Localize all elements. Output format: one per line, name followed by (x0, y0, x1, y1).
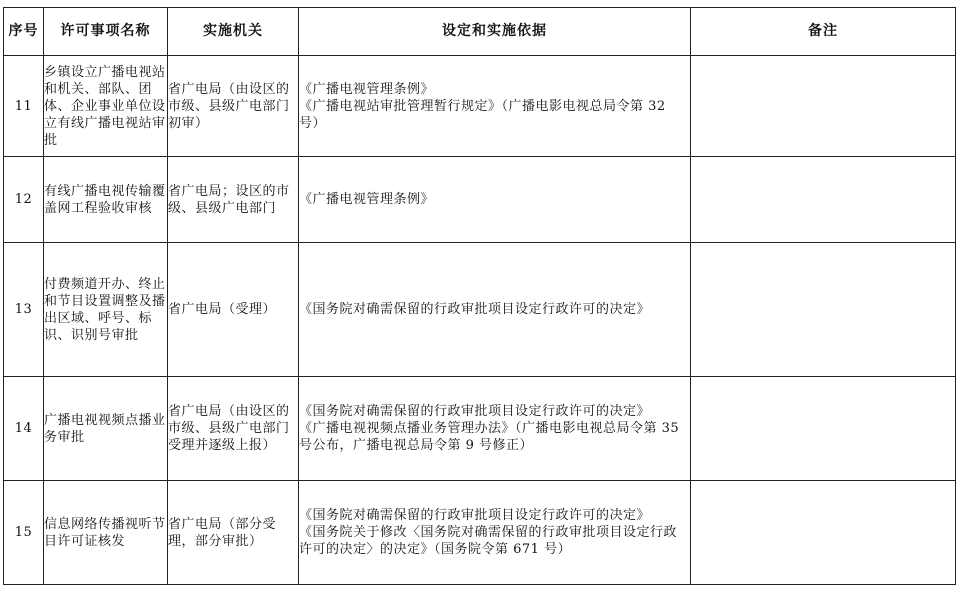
permit-item-name: 信息网络传播视听节目许可证核发 (44, 481, 168, 585)
permit-item-name: 付费频道开办、终止和节目设置调整及播出区域、呼号、标识、识别号审批 (44, 243, 168, 377)
basis-line: 《广播电视视频点播业务管理办法》（广播电影电视总局令第 35 号公布，广播电视总局令第 9 号修正） (299, 421, 680, 453)
legal-basis (299, 377, 691, 481)
table-row (4, 243, 956, 377)
implementing-agency: 省广电局（由设区的市级、县级广电部门受理并逐级上报） (168, 377, 299, 481)
row-number: 11 (4, 56, 44, 157)
header-basis: 设定和实施依据 (299, 8, 691, 56)
notes-cell (691, 377, 956, 481)
table-row (4, 481, 956, 585)
header-notes: 备注 (691, 8, 956, 56)
table-row (4, 377, 956, 481)
permit-table (3, 7, 956, 585)
basis-line: 《国务院对确需保留的行政审批项目设定行政许可的决定》 (299, 302, 651, 317)
row-number: 12 (4, 157, 44, 243)
legal-basis (299, 56, 691, 157)
notes-cell (691, 243, 956, 377)
implementing-agency: 省广电局（由设区的市级、县级广电部门初审） (168, 56, 299, 157)
legal-basis (299, 481, 691, 585)
permit-item-name: 有线广播电视传输覆盖网工程验收审核 (44, 157, 168, 243)
legal-basis (299, 157, 691, 243)
table-row (4, 56, 956, 157)
implementing-agency: 省广电局（受理） (168, 243, 299, 377)
basis-line: 《国务院关于修改〈国务院对确需保留的行政审批项目设定行政许可的决定〉的决定》（国务院令第 671 号） (299, 525, 678, 557)
notes-cell (691, 157, 956, 243)
row-number: 14 (4, 377, 44, 481)
basis-line: 《广播电视管理条例》 (299, 81, 435, 97)
notes-cell (691, 56, 956, 157)
header-agency: 实施机关 (168, 8, 299, 56)
header-item-name: 许可事项名称 (44, 8, 168, 56)
legal-basis (299, 243, 691, 377)
permit-item-name: 乡镇设立广播电视站和机关、部队、团体、企业事业单位设立有线广播电视站审批 (44, 56, 168, 157)
basis-line: 《广播电视站审批管理暂行规定》（广播电影电视总局令第 32 号） (299, 98, 666, 131)
notes-cell (691, 481, 956, 585)
header-row (4, 8, 956, 56)
table-row (4, 157, 956, 243)
row-number: 15 (4, 481, 44, 585)
basis-line: 《国务院对确需保留的行政审批项目设定行政许可的决定》 (299, 404, 651, 419)
permit-item-name: 广播电视视频点播业务审批 (44, 377, 168, 481)
basis-line: 《国务院对确需保留的行政审批项目设定行政许可的决定》 (299, 508, 651, 523)
header-no: 序号 (4, 8, 44, 56)
implementing-agency: 省广电局（部分受理，部分审批） (168, 481, 299, 585)
basis-line: 《广播电视管理条例》 (299, 192, 435, 207)
row-number: 13 (4, 243, 44, 377)
implementing-agency: 省广电局；设区的市级、县级广电部门 (168, 157, 299, 243)
